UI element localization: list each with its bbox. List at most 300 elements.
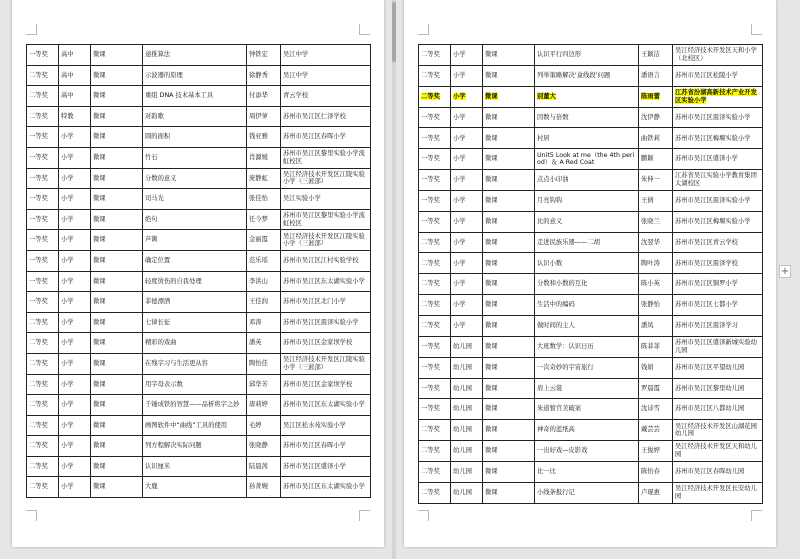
type-cell [483,274,535,295]
level-cell [59,147,91,168]
unit-cell [673,274,763,295]
award-cell-text: 一等奖 [421,384,440,392]
award-cell [419,128,451,149]
type-cell-text: 微课 [93,174,106,182]
award-cell-text: 一等奖 [421,134,440,142]
name-cell [639,336,673,357]
name-cell [247,456,281,477]
table-row [27,65,371,86]
type-cell [91,189,143,210]
unit-cell [281,292,371,313]
title-cell [535,274,639,295]
table-row [419,170,763,191]
unit-cell-text: 苏州市吴江区东太湖实验小学 [283,483,365,491]
table-row [27,456,371,477]
title-cell [143,168,247,189]
award-cell [419,357,451,378]
name-cell-text: 沈翌华 [641,238,660,246]
type-cell-text: 微课 [93,277,106,285]
award-cell-text: 一等奖 [421,342,440,350]
award-cell-text: 二等奖 [421,301,440,309]
level-cell-text: 小学 [453,301,466,309]
type-cell [91,250,143,271]
title-cell [535,65,639,86]
table-row [27,230,371,251]
unit-cell-text: 苏州市吴江区梅堰实验小学 [675,134,751,142]
unit-cell-text: 吴江经济技术开发区长安幼儿园 [675,485,757,500]
award-cell [27,395,59,416]
title-cell [143,395,247,416]
name-cell-text: 朱伸一 [641,176,660,184]
title-cell-text: 认识小数 [537,259,563,267]
type-cell [91,333,143,354]
type-cell [91,271,143,292]
type-cell-text: 微课 [485,113,498,121]
unit-cell-text: 苏州市吴江区盛泽小学 [283,462,346,470]
name-cell-text: 潘英 [249,339,262,347]
award-cell-text: 二等奖 [421,259,440,267]
level-cell-text: 小学 [61,359,74,367]
name-cell-text: 任今梦 [249,215,268,223]
level-cell [451,274,483,295]
award-cell [419,211,451,232]
table-row [27,312,371,333]
award-table-body [419,45,763,504]
type-cell-text: 微课 [93,236,106,244]
title-cell-text: 走进民族乐器——二胡 [537,238,600,246]
type-cell [91,127,143,148]
name-cell-text: 罗晨霞 [641,384,660,392]
type-cell-text: 微课 [485,322,498,330]
type-cell [483,315,535,336]
name-cell-text: 陈小英 [641,280,660,288]
type-cell [91,86,143,107]
title-cell [535,295,639,316]
title-cell-text: 司马光 [145,195,164,203]
level-cell [451,253,483,274]
name-cell [247,86,281,107]
award-cell [419,170,451,191]
type-cell-text: 微课 [485,447,498,455]
unit-cell-text: 苏州市吴江区黎里幼儿园 [675,384,745,392]
type-cell [91,395,143,416]
unit-cell [281,436,371,457]
name-cell-text: 王倩 [641,197,654,205]
table-row [419,295,763,316]
title-cell-text: 一次奇妙的宇宙旅行 [537,363,594,371]
award-cell-text: 一等奖 [29,133,48,141]
title-cell-text: 小线条报行记 [537,488,575,496]
award-table-right [418,44,763,504]
vertical-scrollbar[interactable] [392,0,396,559]
title-cell [535,170,639,191]
name-cell-text: 孙菁婉 [249,483,268,491]
level-cell [451,461,483,482]
level-cell [451,315,483,336]
title-cell [535,441,639,462]
award-cell [419,149,451,170]
award-cell-text: 一等奖 [29,174,48,182]
table-row [419,232,763,253]
title-cell [535,336,639,357]
award-cell-text: 一等奖 [421,155,440,163]
award-cell [27,292,59,313]
level-cell-text: 小学 [61,318,74,326]
margin-marker [751,510,762,521]
level-cell [451,107,483,128]
unit-cell [281,127,371,148]
document-page-right [404,0,776,547]
name-cell-text: 邱华芳 [249,380,268,388]
award-cell [27,127,59,148]
table-row [27,353,371,374]
title-cell-text: 竹石 [145,153,158,161]
title-cell-text: 分数和小数的互化 [537,280,588,288]
type-cell-text: 微课 [93,339,106,347]
title-cell-text: 在残字习与生活更从容 [145,359,208,367]
unit-cell-text: 苏州市吴江区春晖幼儿园 [675,468,745,475]
name-cell-text: 鹏颖 [641,155,654,163]
award-cell [27,168,59,189]
award-cell-text: 一等奖 [421,363,440,371]
unit-cell-text: 吴江中学 [283,71,309,79]
award-cell [27,374,59,395]
name-cell [639,65,673,86]
award-cell [419,45,451,66]
level-cell [451,336,483,357]
award-cell-text: 一等奖 [421,176,440,184]
type-cell-text: 微课 [485,301,498,309]
award-cell [419,107,451,128]
unit-cell-text: 苏州市吴江区平望幼儿园 [675,363,745,371]
award-cell-text: 一等奖 [29,256,48,264]
type-cell-text: 微课 [93,112,106,120]
name-cell [247,292,281,313]
level-cell-text: 高中 [61,51,74,58]
level-cell-text: 特教 [61,112,74,120]
scrollbar-thumb[interactable] [392,2,396,62]
level-cell-text: 小学 [61,153,74,161]
unit-cell [673,378,763,399]
table-row [27,333,371,354]
level-cell [451,65,483,86]
level-cell-text: 幼儿园 [453,426,472,434]
name-cell [639,420,673,441]
name-cell-text: 卢琨惠 [641,488,660,496]
unit-cell-text: 吴江实验小学 [283,195,321,203]
unit-cell-text: 吴江区松水苑实验小学 [283,421,346,429]
level-cell-text: 小学 [61,298,74,306]
name-cell [639,441,673,462]
type-cell-text: 微课 [485,468,498,475]
name-cell-text: 徐静秀 [249,71,268,79]
title-cell-text: 示波器的原理 [145,71,183,79]
unit-cell [673,420,763,441]
title-cell-text: 生活中的编码 [537,301,575,309]
table-row [419,399,763,420]
award-cell [419,441,451,462]
award-cell [27,312,59,333]
table-row [419,65,763,86]
title-cell [535,378,639,399]
level-cell-text: 幼儿园 [453,447,472,455]
level-cell [59,333,91,354]
name-cell [247,312,281,333]
level-cell-text: 小学 [453,217,466,225]
level-cell [451,170,483,191]
title-cell-text: 点点小印油 [537,176,569,184]
title-cell-text: 比一比 [537,468,556,475]
award-cell-text: 二等奖 [421,447,440,455]
type-cell [91,374,143,395]
title-cell-text: 菲德漂洒 [145,298,171,306]
unit-cell [673,45,763,66]
unit-cell [673,232,763,253]
award-cell [27,271,59,292]
unit-cell-text: 苏州市吴江区春晖小学 [283,442,346,450]
table-row [27,168,371,189]
type-cell-text: 微课 [485,384,498,392]
unit-cell-text: 苏州市吴江区震泽实验小学 [675,197,751,205]
name-cell [639,232,673,253]
name-cell [247,477,281,498]
type-cell [483,128,535,149]
level-cell-text: 小学 [61,236,74,244]
award-cell-text: 二等奖 [29,339,48,347]
level-cell [59,312,91,333]
type-cell [91,353,143,374]
name-cell [639,45,673,66]
name-cell [639,357,673,378]
unit-cell-text: 苏州市吴江区盛泽小学 [675,155,738,163]
type-cell-text: 微课 [485,92,498,100]
level-cell [451,378,483,399]
unit-cell [281,147,371,168]
level-cell [451,45,483,66]
name-cell-text: 陶叶涛 [641,259,660,267]
award-cell-text: 二等奖 [29,442,48,450]
type-cell [91,230,143,251]
award-cell [419,86,451,107]
name-cell [247,106,281,127]
unit-cell [673,295,763,316]
name-cell-text: 唐莉婷 [249,401,268,409]
table-row [27,271,371,292]
table-row [27,189,371,210]
unit-cell-text: 苏州市吴江区八都幼儿园 [675,405,745,413]
name-cell-text: 张静怡 [641,301,660,309]
name-cell [247,333,281,354]
type-cell [483,45,535,66]
table-row [27,250,371,271]
award-cell [27,45,59,66]
award-cell-text: 二等奖 [29,318,48,326]
level-cell [59,127,91,148]
award-cell-text: 二等奖 [29,71,48,79]
type-cell-text: 微课 [485,176,498,184]
name-cell-text: 陆晨茜 [249,462,268,470]
name-cell [639,149,673,170]
level-cell-text: 小学 [61,442,74,450]
title-cell-text: 因数与倍数 [537,113,569,121]
award-cell-text: 二等奖 [29,421,48,429]
level-cell-text: 高中 [61,92,74,100]
type-cell-text: 微课 [93,153,106,161]
name-cell [639,211,673,232]
title-cell [535,461,639,482]
margin-marker [26,510,37,521]
unit-cell [281,106,371,127]
type-cell [483,420,535,441]
document-page-left [12,0,384,547]
name-cell-text: 钱娟 [641,363,654,371]
unit-cell-text: 苏州市吴江区震泽实验小学 [283,318,359,326]
name-cell [247,415,281,436]
unit-cell [673,190,763,211]
unit-cell [673,399,763,420]
unit-cell-text: 苏州市吴江区北门小学 [283,298,346,306]
table-row [27,415,371,436]
type-cell [91,456,143,477]
type-cell [91,147,143,168]
level-cell-text: 幼儿园 [453,468,472,475]
level-cell-text: 小学 [61,277,74,285]
type-cell [483,336,535,357]
level-cell [59,374,91,395]
margin-marker [359,510,370,521]
unit-cell [673,107,763,128]
level-cell-text: 小学 [61,215,74,223]
table-row [419,357,763,378]
title-cell-text: 大班数学：认识日历 [537,342,594,350]
award-cell-text: 一等奖 [29,236,48,244]
title-cell [535,420,639,441]
name-cell-text: 张佳怡 [249,195,268,203]
name-cell-text: 王佳润 [249,298,268,306]
award-cell [27,456,59,477]
level-cell [451,420,483,441]
award-cell [27,86,59,107]
award-cell [27,209,59,230]
name-cell [639,253,673,274]
title-cell [143,353,247,374]
level-cell-text: 小学 [61,133,74,141]
title-cell [143,209,247,230]
level-cell [451,441,483,462]
table-row [27,45,371,66]
table-row [419,378,763,399]
name-cell [639,315,673,336]
award-cell [419,274,451,295]
table-row [27,127,371,148]
type-cell [483,232,535,253]
table-row [27,477,371,498]
name-cell-text: 李洪山 [249,277,268,285]
unit-cell-text: 苏州市吴江区金家坝学校 [283,339,353,347]
award-table-left [26,44,371,498]
name-cell [639,274,673,295]
table-row [419,107,763,128]
unit-cell-text: 苏州市吴江区梅堰实验小学 [675,217,751,225]
level-cell [451,357,483,378]
type-cell [483,461,535,482]
type-cell-text: 微课 [485,71,498,79]
plus-icon[interactable]: + [780,266,790,277]
name-cell-text: 陈怡春 [641,468,660,475]
type-cell-text: 微课 [93,51,106,58]
type-cell-text: 微课 [93,71,106,79]
type-cell-text: 微课 [485,217,498,225]
level-cell [59,106,91,127]
unit-cell [673,149,763,170]
title-cell [535,149,639,170]
table-row [419,211,763,232]
margin-marker [418,24,429,35]
title-cell [143,230,247,251]
level-cell-text: 小学 [453,322,466,330]
type-cell-text: 微课 [93,483,106,491]
type-cell-text: 微课 [485,426,498,434]
type-cell [483,441,535,462]
level-cell [59,395,91,416]
type-cell-text: 微课 [93,215,106,223]
name-cell-text: 毛婷 [249,421,262,429]
level-cell [59,415,91,436]
name-cell-text: 陶怡佳 [249,359,268,367]
award-cell-text: 一等奖 [29,277,48,285]
award-cell-text: 一等奖 [29,51,48,58]
award-cell [419,295,451,316]
title-cell [535,45,639,66]
unit-cell [281,456,371,477]
table-row [419,86,763,107]
title-cell [535,128,639,149]
level-cell-text: 小学 [453,134,466,142]
level-cell [59,353,91,374]
table-row [419,461,763,482]
type-cell-text: 微课 [485,134,498,142]
award-cell-text: 二等奖 [421,426,440,434]
level-cell-text: 幼儿园 [453,384,472,392]
unit-cell [281,395,371,416]
name-cell [639,107,673,128]
level-cell-text: 小学 [61,380,74,388]
name-cell [247,374,281,395]
type-cell [91,65,143,86]
name-cell [639,295,673,316]
type-cell [483,170,535,191]
unit-cell-text: 苏州市吴江区黎里实验小学流虹校区 [283,150,365,165]
level-cell [59,230,91,251]
unit-cell [673,253,763,274]
unit-cell [673,211,763,232]
level-cell [451,128,483,149]
award-cell-text: 二等奖 [29,359,48,367]
type-cell-text: 微课 [485,155,498,163]
unit-cell [673,170,763,191]
name-cell [639,190,673,211]
unit-cell-text: 苏州市吴江区青云学校 [675,238,738,246]
award-cell [419,399,451,420]
title-cell [535,482,639,503]
unit-cell [281,250,371,271]
type-cell-text: 微课 [93,401,106,409]
type-cell [483,211,535,232]
title-cell-text: 确定位置 [145,256,171,264]
award-cell [419,65,451,86]
name-cell [639,86,673,107]
unit-cell [281,312,371,333]
